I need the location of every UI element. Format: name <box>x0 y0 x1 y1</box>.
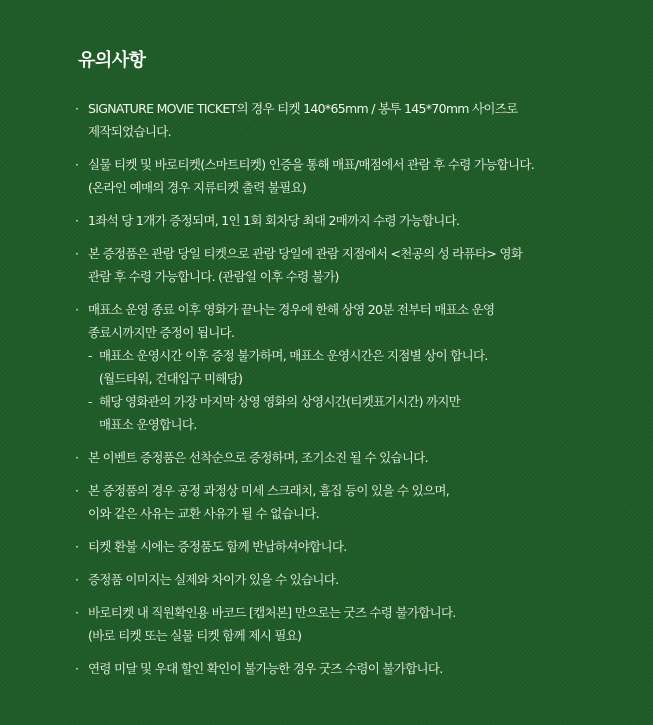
bullet-dot: · <box>75 246 79 261</box>
notice-sub-item <box>88 344 593 390</box>
notice-item <box>75 568 593 591</box>
notice-item <box>75 242 593 288</box>
notice-sub-item-text: (월드타워, 건대입구 미해당) <box>99 371 243 386</box>
notice-sub-item-text: 매표소 운영시간 이후 증정 불가하며, 매표소 운영시간은 지점별 상이 합니다. <box>99 348 488 363</box>
notice-sub-item-text: 해당 영화관의 가장 마지막 상영 영화의 상영시간(티켓표기시간) 까지만 <box>99 394 461 409</box>
notice-item-text: (온라인 예매의 경우 지류티켓 출력 불필요) <box>88 180 307 195</box>
notice-item-text: 제작되었습니다. <box>88 124 171 139</box>
notice-item-text: 본 이벤트 증정품은 선착순으로 증정하며, 조기소진 될 수 있습니다. <box>88 450 428 465</box>
notice-item-text: SIGNATURE MOVIE TICKET의 경우 티켓 140*65mm / 봉투 145*70mm 사이즈로 <box>88 101 518 116</box>
notice-title: 유의사항 <box>78 50 146 71</box>
notice-item-text: 증정품 이미지는 실제와 차이가 있을 수 있습니다. <box>88 572 339 587</box>
notice-list <box>75 97 593 680</box>
notice-item <box>75 657 593 680</box>
bullet-dot: · <box>75 450 79 465</box>
sub-dash: - <box>88 348 92 363</box>
notice-item-text: 연령 미달 및 우대 할인 확인이 불가능한 경우 굿즈 수령이 불가합니다. <box>88 661 443 676</box>
bullet-dot: · <box>75 302 79 317</box>
bullet-dot: · <box>75 213 79 228</box>
notice-item-text: 바로티켓 내 직원확인용 바코드 [캡처본] 만으로는 굿즈 수령 불가합니다. <box>88 605 456 620</box>
notice-item-text: 티켓 환불 시에는 증정품도 함께 반납하셔야합니다. <box>88 539 347 554</box>
notice-item-text: 이와 같은 사유는 교환 사유가 될 수 없습니다. <box>88 506 319 521</box>
sub-dash: - <box>88 394 92 409</box>
bullet-dot: · <box>75 661 79 676</box>
notice-sub-item <box>88 390 593 436</box>
notice-item <box>75 535 593 558</box>
bullet-dot: · <box>75 539 79 554</box>
notice-item <box>75 479 593 525</box>
notice-item-text: 종료시까지만 증정이 됩니다. <box>88 325 235 340</box>
notice-item <box>75 209 593 232</box>
notice-item <box>75 97 593 143</box>
notice-item-text: 매표소 운영 종료 이후 영화가 끝나는 경우에 한해 상영 20분 전부터 매표소 운영 <box>88 302 495 317</box>
bullet-dot: · <box>75 605 79 620</box>
notice-item-text: (바로 티켓 또는 실물 티켓 함께 제시 필요) <box>88 628 302 643</box>
notice-sub-item-text: 매표소 운영합니다. <box>99 417 197 432</box>
bullet-dot: · <box>75 157 79 172</box>
notice-item-text: 본 증정품의 경우 공정 과정상 미세 스크래치, 흠집 등이 있을 수 있으며, <box>88 483 450 498</box>
notice-item <box>75 153 593 199</box>
bullet-dot: · <box>75 572 79 587</box>
bullet-dot: · <box>75 483 79 498</box>
notice-item-text: 실물 티켓 및 바로티켓(스마트티켓) 인증을 통해 매표/매점에서 관람 후 수령 가능합니다. <box>88 157 534 172</box>
notice-item <box>75 601 593 647</box>
notice-item-text: 1좌석 당 1개가 증정되며, 1인 1회 회차당 최대 2매까지 수령 가능합니다. <box>88 213 460 228</box>
notice-item <box>75 446 593 469</box>
notice-item-text: 본 증정품은 관람 당일 티켓으로 관람 당일에 관람 지점에서 <천공의 성 라퓨타> 영화 <box>88 246 523 261</box>
notice-item-text: 관람 후 수령 가능합니다. (관람일 이후 수령 불가) <box>88 269 339 284</box>
bullet-dot: · <box>75 101 79 116</box>
notice-item <box>75 298 593 436</box>
